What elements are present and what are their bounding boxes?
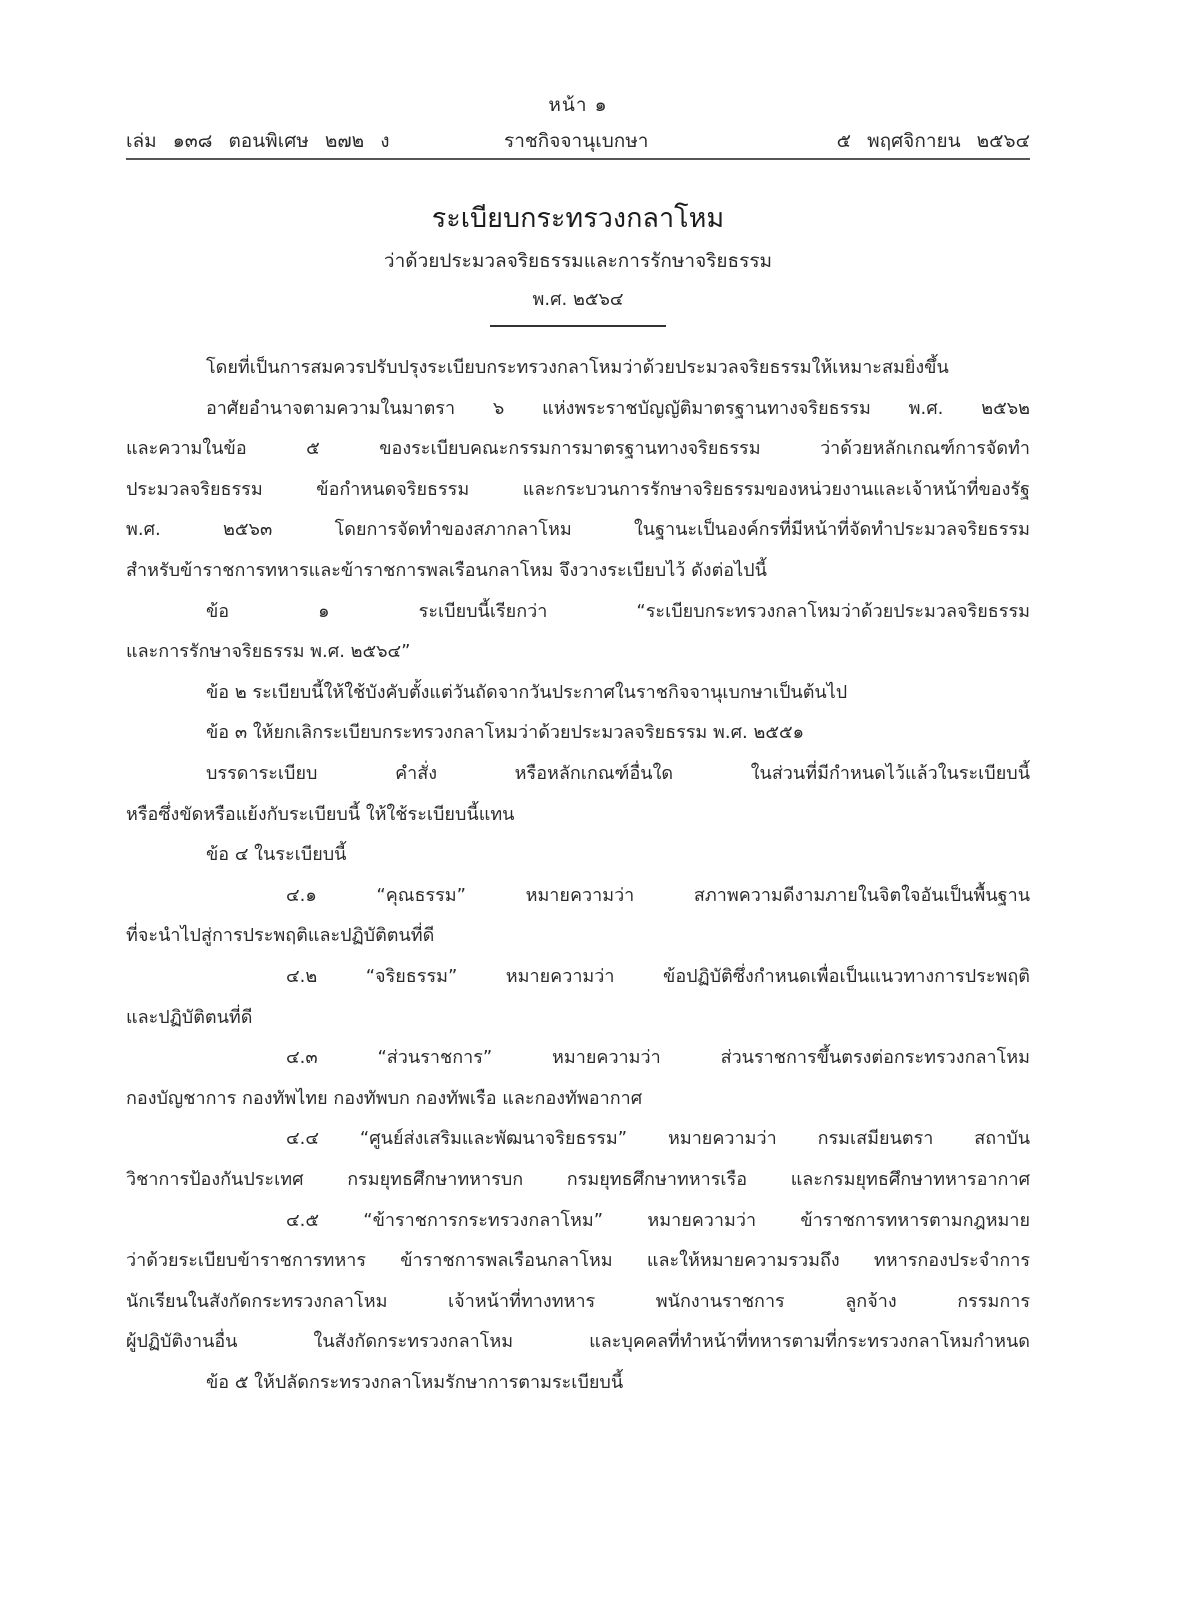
body-line: ๔.๑ “คุณธรรม” หมายความว่า สภาพความดีงามภายในจิตใจอันเป็นพื้นฐาน [286, 884, 1030, 906]
body-line: หรือซึ่งขัดหรือแย้งกับระเบียบนี้ ให้ใช้ระเบียบนี้แทน [126, 803, 515, 825]
body-line: วิชาการป้องกันประเทศ กรมยุทธศึกษาทหารบก กรมยุทธศึกษาทหารเรือ และกรมยุทธศึกษาทหารอากาศ [126, 1169, 1030, 1190]
gazette-header [126, 126, 1030, 156]
body-line: ข้อ ๓ ให้ยกเลิกระเบียบกระทรวงกลาโหมว่าด้วยประมวลจริยธรรม พ.ศ. ๒๕๕๑ [206, 722, 805, 744]
volume-info: เล่ม ๑๓๘ ตอนพิเศษ ๒๗๒ ง [126, 130, 390, 152]
body-line: และความในข้อ ๕ ของระเบียบคณะกรรมการมาตรฐานทางจริยธรรม ว่าด้วยหลักเกณฑ์การจัดทำ [126, 438, 1030, 460]
document-title: ระเบียบกระทรวงกลาโหม [431, 203, 725, 234]
body-line: ข้อ ๔ ในระเบียบนี้ [206, 844, 347, 866]
body-line: กองบัญชาการ กองทัพไทย กองทัพบก กองทัพเรือ และกองทัพอากาศ [126, 1087, 643, 1109]
body-line: สำหรับข้าราชการทหารและข้าราชการพลเรือนกลาโหม จึงวางระเบียบไว้ ดังต่อไปนี้ [126, 560, 767, 581]
title-divider [490, 325, 666, 327]
body-line: ๔.๔ “ศูนย์ส่งเสริมและพัฒนาจริยธรรม” หมายความว่า กรมเสมียนตรา สถาบัน [286, 1128, 1030, 1150]
body-line: ผู้ปฏิบัติงานอื่น ในสังกัดกระทรวงกลาโหม และบุคคลที่ทำหน้าที่ทหารตามที่กระทรวงกลาโหมกำหนด [126, 1331, 1030, 1353]
body-line: อาศัยอำนาจตามความในมาตรา ๖ แห่งพระราชบัญญัติมาตรฐานทางจริยธรรม พ.ศ. ๒๕๖๒ [206, 397, 1030, 419]
body-line: และปฏิบัติตนที่ดี [126, 1006, 253, 1028]
publication-date: ๕ พฤศจิกายน ๒๕๖๔ [836, 130, 1030, 152]
document-year: พ.ศ. ๒๕๖๔ [532, 289, 624, 310]
publication-name: ราชกิจจานุเบกษา [504, 130, 649, 152]
body-line: ข้อ ๒ ระเบียบนี้ให้ใช้บังคับตั้งแต่วันถัดจากวันประกาศในราชกิจจานุเบกษาเป็นต้นไป [206, 681, 848, 703]
body-line: ประมวลจริยธรรม ข้อกำหนดจริยธรรม และกระบวนการรักษาจริยธรรมของหน่วยงานและเจ้าหน้าที่ของรัฐ [126, 478, 1030, 500]
body-line: บรรดาระเบียบ คำสั่ง หรือหลักเกณฑ์อื่นใด ในส่วนที่มีกำหนดไว้แล้วในระเบียบนี้ [206, 763, 1030, 784]
body-line: ข้อ ๑ ระเบียบนี้เรียกว่า “ระเบียบกระทรวงกลาโหมว่าด้วยประมวลจริยธรรม [206, 600, 1030, 622]
body-line: ๔.๕ “ข้าราชการกระทรวงกลาโหม” หมายความว่า ข้าราชการทหารตามกฎหมาย [286, 1209, 1030, 1231]
body-line: ๔.๒ “จริยธรรม” หมายความว่า ข้อปฏิบัติซึ่งกำหนดเพื่อเป็นแนวทางการประพฤติ [286, 966, 1030, 987]
body-line: ที่จะนำไปสู่การประพฤติและปฏิบัติตนที่ดี [126, 925, 435, 947]
body-line: และการรักษาจริยธรรม พ.ศ. ๒๕๖๔” [126, 641, 411, 663]
page-number: หน้า ๑ [548, 94, 608, 116]
body-line: ว่าด้วยระเบียบข้าราชการทหาร ข้าราชการพลเรือนกลาโหม และให้หมายความรวมถึง ทหารกองประจำการ [126, 1250, 1030, 1272]
header-divider [126, 158, 1030, 160]
body-line: พ.ศ. ๒๕๖๓ โดยการจัดทำของสภากลาโหม ในฐานะเป็นองค์กรที่มีหน้าที่จัดทำประมวลจริยธรรม [126, 519, 1030, 541]
body-line: ๔.๓ “ส่วนราชการ” หมายความว่า ส่วนราชการขึ้นตรงต่อกระทรวงกลาโหม [286, 1047, 1030, 1069]
document-subtitle: ว่าด้วยประมวลจริยธรรมและการรักษาจริยธรรม [383, 250, 773, 272]
body-line: ข้อ ๕ ให้ปลัดกระทรวงกลาโหมรักษาการตามระเบียบนี้ [206, 1372, 624, 1393]
body-line: โดยที่เป็นการสมควรปรับปรุงระเบียบกระทรวงกลาโหมว่าด้วยประมวลจริยธรรมให้เหมาะสมยิ่งขึ้น [206, 357, 949, 378]
body-line: นักเรียนในสังกัดกระทรวงกลาโหม เจ้าหน้าที่ทางทหาร พนักงานราชการ ลูกจ้าง กรรมการ [126, 1290, 1030, 1312]
